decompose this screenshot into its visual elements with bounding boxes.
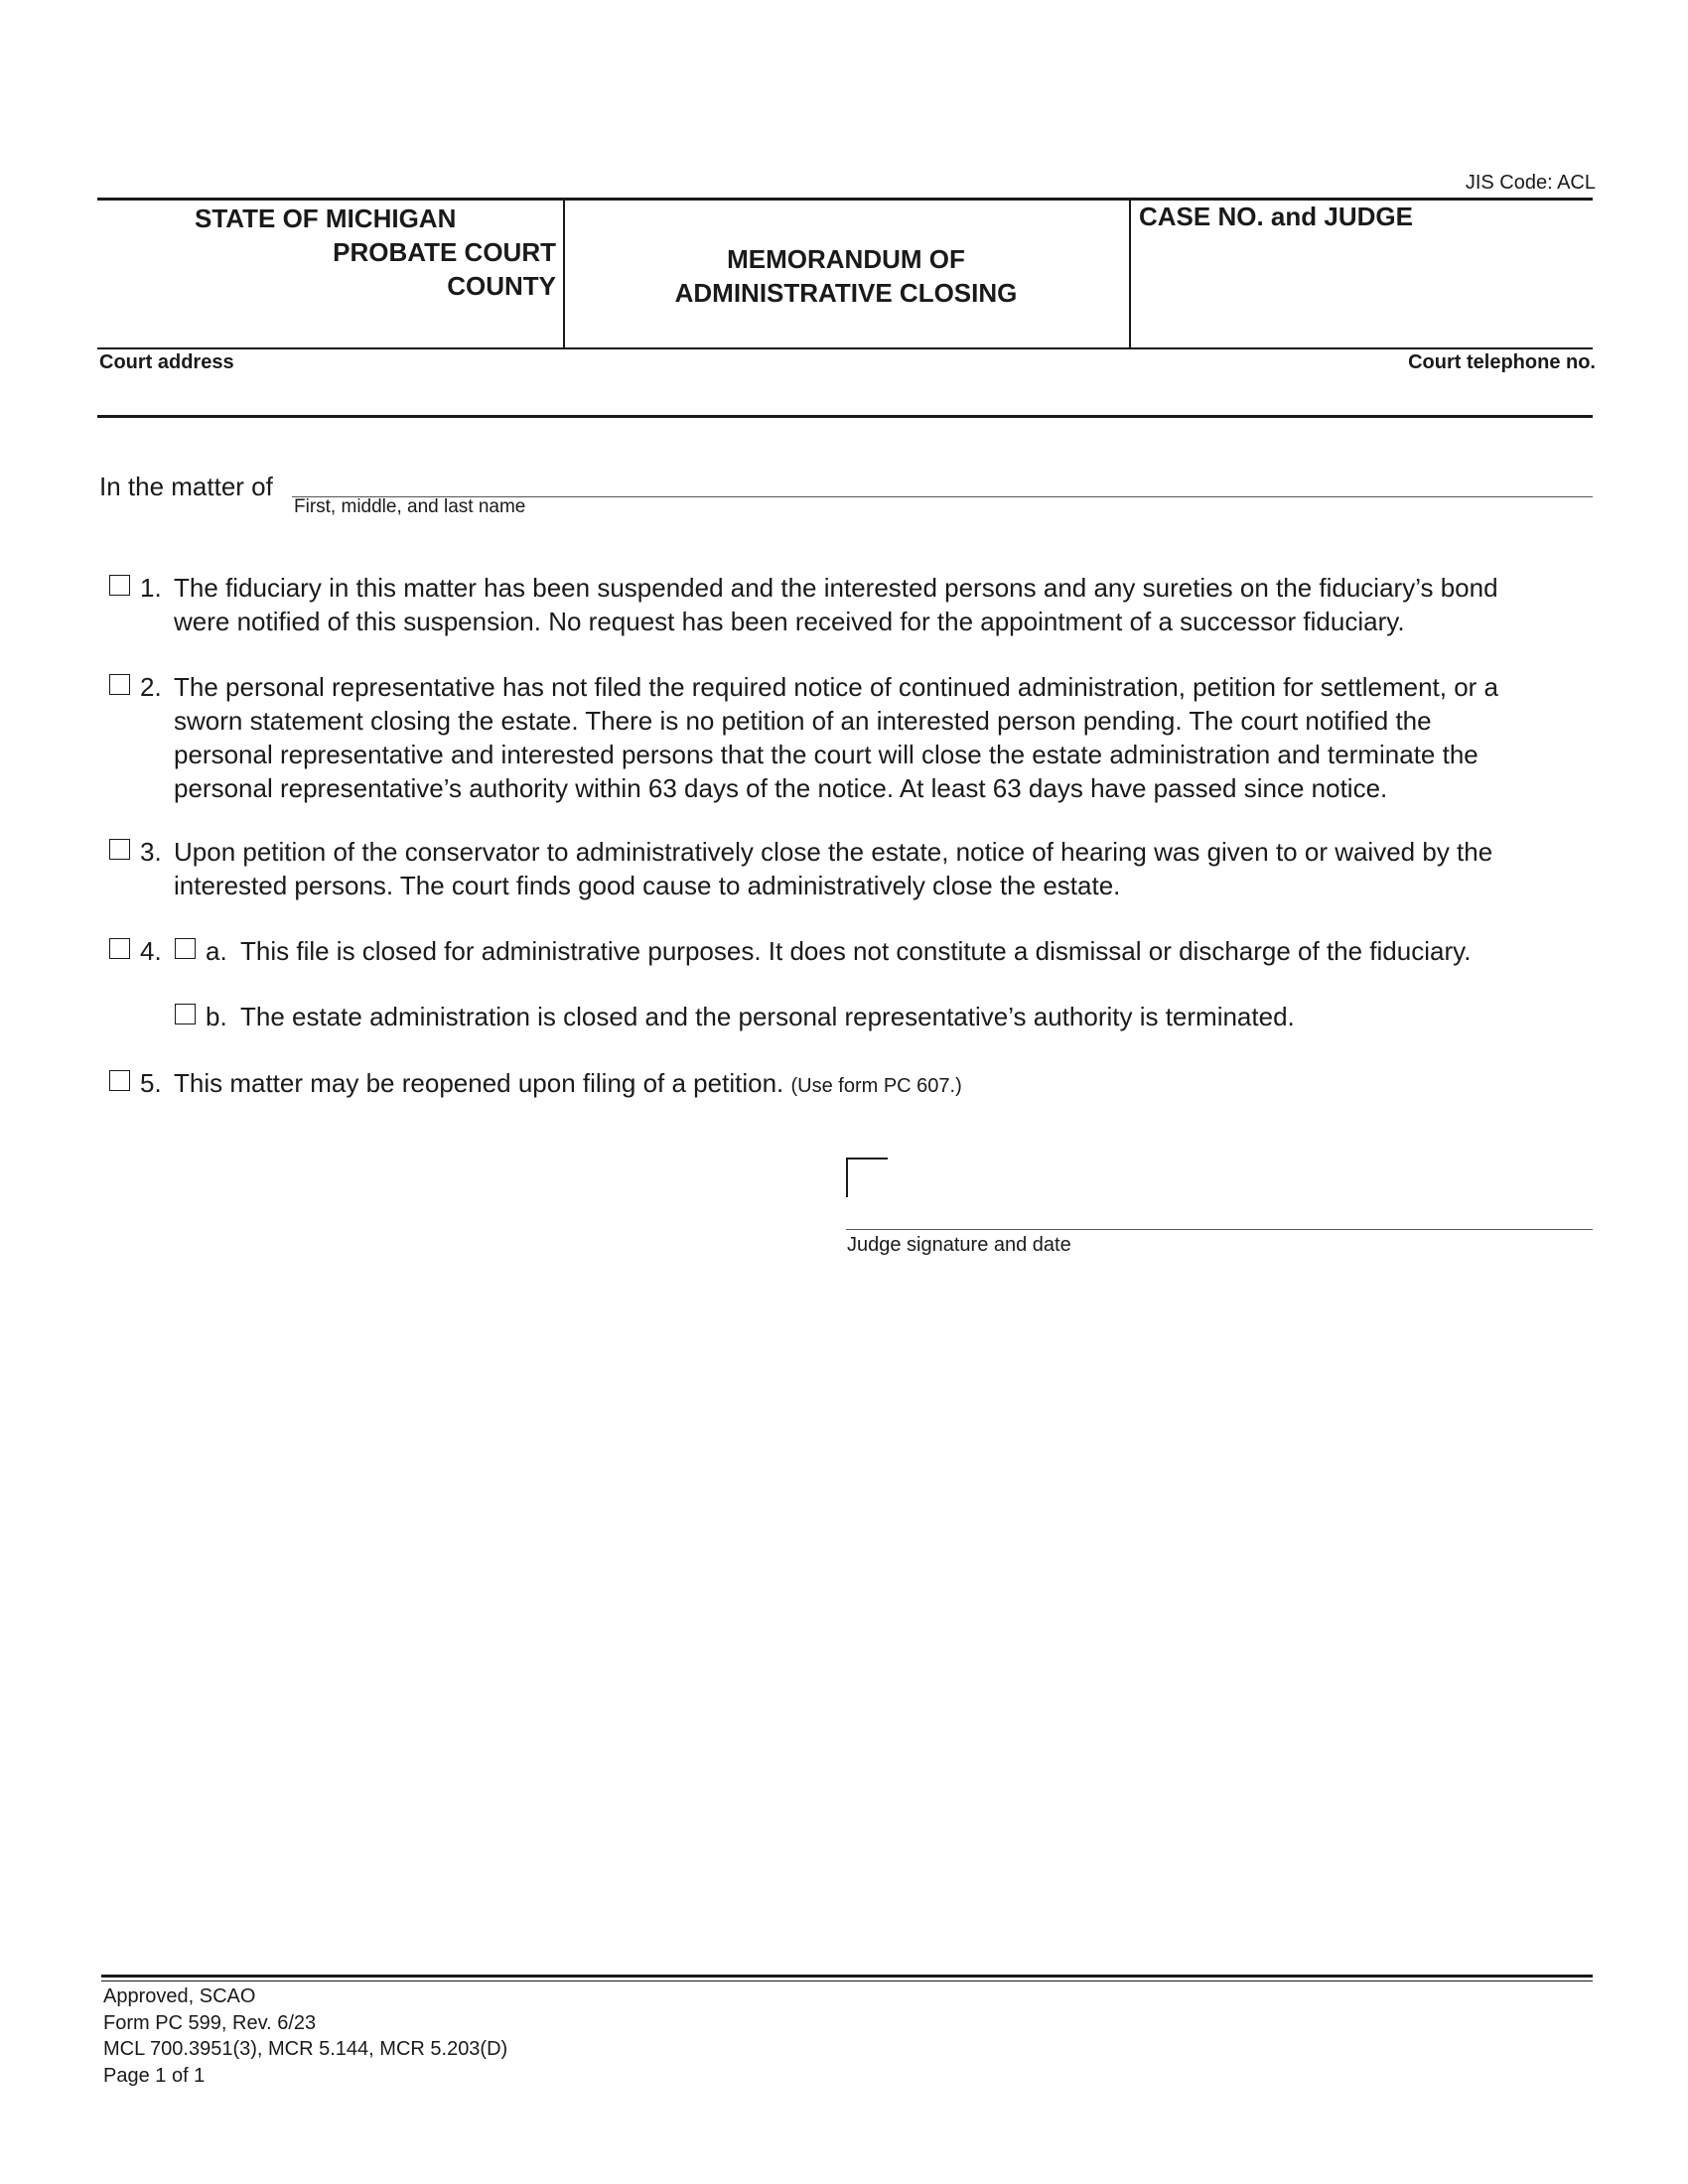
item-4b-text: The estate administration is closed and the personal representative’s authority is terminated.: [240, 1002, 1295, 1031]
item-5-statement: This matter may be reopened upon filing of a petition.: [174, 1068, 784, 1098]
header-bottom-rule: [97, 347, 1593, 349]
item-2-number: 2.: [140, 672, 162, 702]
item-2-line-4: personal representative’s authority within 63 days of the notice. At least 63 days have passed since notice.: [174, 773, 1388, 803]
item-2-checkbox[interactable]: [109, 674, 130, 695]
signature-corner-vertical: [846, 1158, 848, 1197]
item-2-text: [174, 670, 1599, 805]
item-5-checkbox[interactable]: [109, 1070, 130, 1091]
court-name: PROBATE COURT: [333, 237, 556, 267]
judge-signature-label: Judge signature and date: [847, 1234, 1071, 1256]
item-5-number: 5.: [140, 1068, 162, 1098]
header-top-rule: [97, 198, 1593, 201]
item-4b-letter: b.: [206, 1002, 227, 1031]
court-telephone-label: Court telephone no.: [1408, 351, 1596, 373]
court-info-rule: [97, 415, 1593, 418]
form-footer: [103, 1983, 507, 2089]
item-4-checkbox[interactable]: [109, 938, 130, 959]
item-4a-checkbox[interactable]: [175, 938, 196, 959]
footer-page-number: Page 1 of 1: [103, 2064, 206, 2087]
item-5-text: [174, 1066, 1599, 1103]
court-address-label: Court address: [99, 351, 234, 373]
item-3-checkbox[interactable]: [109, 839, 130, 860]
header-divider-right: [1129, 199, 1131, 349]
form-title-line-1: MEMORANDUM OF: [727, 244, 965, 274]
item-4b-checkbox[interactable]: [175, 1004, 196, 1024]
item-2-line-3: personal representative and interested persons that the court will close the estate administration and terminate the: [174, 740, 1478, 769]
court-identification: [99, 202, 556, 303]
matter-name-hint: First, middle, and last name: [294, 496, 526, 517]
footer-rule-top: [101, 1975, 1593, 1978]
item-1-line-1: The fiduciary in this matter has been suspended and the interested persons and any sureties on the fiduciary’s bond: [174, 573, 1498, 603]
item-3-text: [174, 835, 1599, 902]
item-3-number: 3.: [140, 837, 162, 867]
item-4-number: 4.: [140, 936, 162, 966]
form-title: [568, 242, 1124, 310]
footer-rule-bottom: [101, 1980, 1593, 1981]
case-number-judge-label: CASE NO. and JUDGE: [1139, 202, 1413, 231]
judge-signature-line[interactable]: [846, 1229, 1593, 1230]
form-title-line-2: ADMINISTRATIVE CLOSING: [674, 278, 1018, 308]
item-2-line-2: sworn statement closing the estate. There is no petition of an interested person pending. The court notified the: [174, 706, 1432, 736]
item-1-number: 1.: [140, 573, 162, 603]
item-4a-text: This file is closed for administrative purposes. It does not constitute a dismissal or discharge of the fiduciary.: [240, 936, 1472, 966]
signature-corner-horizontal: [846, 1158, 888, 1160]
item-3-line-2: interested persons. The court finds good cause to administratively close the estate.: [174, 871, 1121, 900]
jis-code: JIS Code: ACL: [1465, 172, 1596, 194]
header-divider-left: [563, 199, 565, 349]
item-4a-letter: a.: [206, 936, 227, 966]
item-1-text: [174, 571, 1599, 638]
item-5-form-note: (Use form PC 607.): [790, 1075, 962, 1097]
item-1-checkbox[interactable]: [109, 575, 130, 596]
county-label: COUNTY: [447, 271, 556, 301]
state-name: STATE OF MICHIGAN: [195, 204, 457, 233]
item-3-line-1: Upon petition of the conservator to administratively close the estate, notice of hearing was given to or waived by the: [174, 837, 1493, 867]
item-1-line-2: were notified of this suspension. No request has been received for the appointment of a successor fiduciary.: [174, 607, 1405, 636]
footer-form-number: Form PC 599, Rev. 6/23: [103, 2011, 317, 2034]
matter-label: In the matter of: [99, 472, 273, 501]
footer-statutes: MCL 700.3951(3), MCR 5.144, MCR 5.203(D): [103, 2038, 508, 2060]
footer-approved: Approved, SCAO: [103, 1985, 256, 2007]
item-2-line-1: The personal representative has not filed the required notice of continued administration, petition for settlement, or a: [174, 672, 1498, 702]
